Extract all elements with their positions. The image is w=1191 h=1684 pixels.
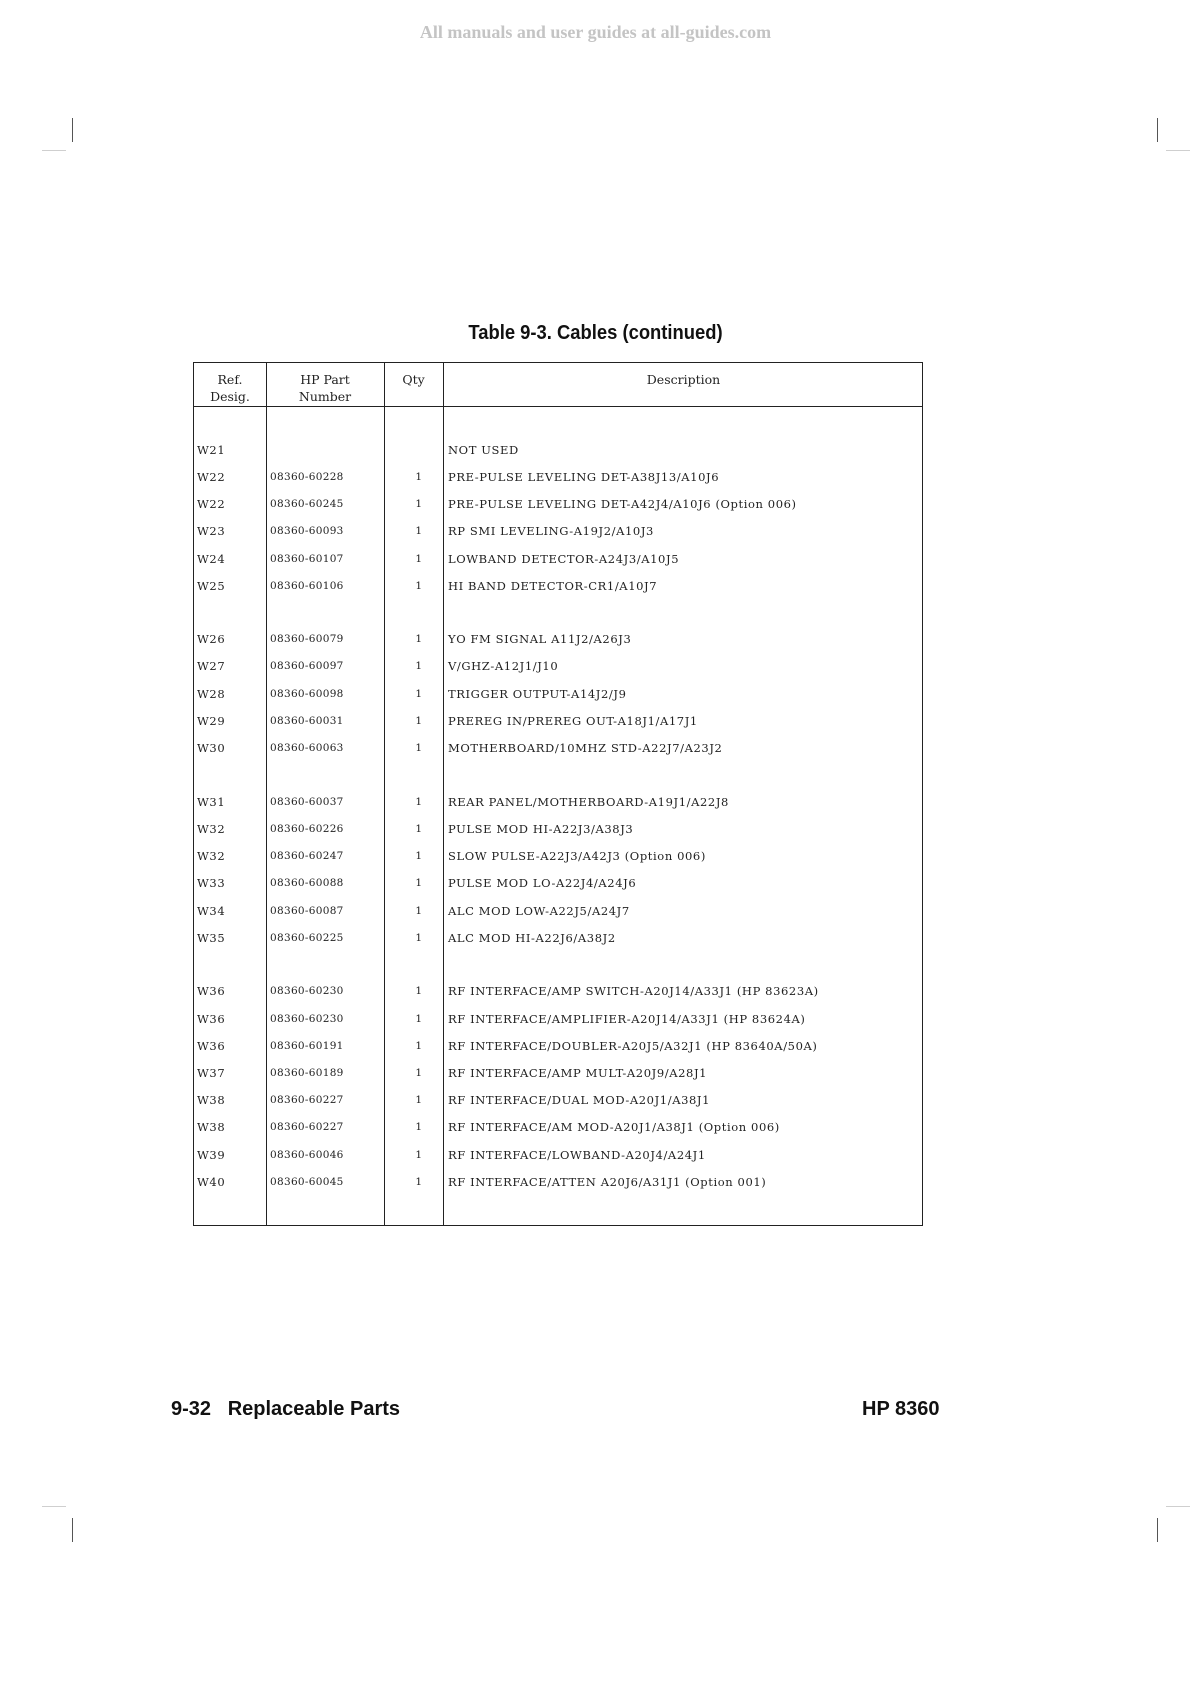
ref-designator-cell: W24	[197, 552, 226, 566]
quantity-cell: 1	[415, 1040, 423, 1052]
part-number-cell: 08360-60106	[270, 580, 344, 592]
crop-mark-bottom-right	[1157, 1518, 1158, 1542]
table-row	[194, 552, 922, 572]
ref-designator-cell: W34	[197, 904, 226, 918]
quantity-cell: 1	[415, 823, 423, 835]
description-cell: NOT USED	[448, 443, 519, 457]
description-cell: YO FM SIGNAL A11J2/A26J3	[448, 632, 632, 646]
quantity-cell: 1	[415, 932, 423, 944]
part-number-cell: 08360-60228	[270, 471, 344, 483]
quantity-cell: 1	[415, 1013, 423, 1025]
table-row	[194, 795, 922, 815]
table-row	[194, 714, 922, 734]
ref-designator-cell: W36	[197, 1012, 226, 1026]
part-number-cell: 08360-60191	[270, 1040, 344, 1052]
description-cell: REAR PANEL/MOTHERBOARD-A19J1/A22J8	[448, 795, 729, 809]
part-number-cell: 08360-60037	[270, 796, 344, 808]
ref-designator-cell: W38	[197, 1093, 226, 1107]
description-cell: ALC MOD LOW-A22J5/A24J7	[448, 904, 630, 918]
description-cell: V/GHZ-A12J1/J10	[448, 659, 559, 673]
quantity-cell: 1	[415, 471, 423, 483]
part-number-cell: 08360-60247	[270, 850, 344, 862]
ref-designator-cell: W36	[197, 1039, 226, 1053]
ref-designator-cell: W21	[197, 443, 226, 457]
description-cell: ALC MOD HI-A22J6/A38J2	[448, 931, 616, 945]
ref-designator-cell: W40	[197, 1175, 226, 1189]
quantity-cell: 1	[415, 1094, 423, 1106]
ref-designator-cell: W37	[197, 1066, 226, 1080]
table-row	[194, 687, 922, 707]
part-number-cell: 08360-60045	[270, 1176, 344, 1188]
table-row	[194, 849, 922, 869]
crop-mark-top-left	[72, 118, 73, 142]
part-number-cell: 08360-60227	[270, 1094, 344, 1106]
ref-designator-cell: W36	[197, 984, 226, 998]
ref-designator-cell: W32	[197, 849, 226, 863]
part-number-cell: 08360-60046	[270, 1149, 344, 1161]
quantity-cell: 1	[415, 1176, 423, 1188]
part-number-cell: 08360-60226	[270, 823, 344, 835]
description-cell: RF INTERFACE/AMPLIFIER-A20J14/A33J1 (HP 83624A)	[448, 1012, 806, 1026]
description-cell: RF INTERFACE/AM MOD-A20J1/A38J1 (Option 006)	[448, 1120, 780, 1134]
cables-table	[193, 362, 923, 1226]
quantity-cell: 1	[415, 660, 423, 672]
part-number-cell: 08360-60098	[270, 688, 344, 700]
crop-mark-top-right-h	[1166, 150, 1190, 151]
ref-designator-cell: W26	[197, 632, 226, 646]
header-ref-line1: Ref.	[217, 372, 243, 387]
ref-designator-cell: W30	[197, 741, 226, 755]
ref-designator-cell: W25	[197, 579, 226, 593]
ref-designator-cell: W35	[197, 931, 226, 945]
table-row	[194, 1175, 922, 1195]
quantity-cell: 1	[415, 850, 423, 862]
table-row	[194, 931, 922, 951]
part-number-cell: 08360-60087	[270, 905, 344, 917]
ref-designator-cell: W31	[197, 795, 226, 809]
ref-designator-cell: W23	[197, 524, 226, 538]
footer-model: HP 8360	[862, 1398, 940, 1420]
table-row	[194, 524, 922, 544]
part-number-cell: 08360-60093	[270, 525, 344, 537]
description-cell: RF INTERFACE/ATTEN A20J6/A31J1 (Option 001)	[448, 1175, 767, 1189]
quantity-cell: 1	[415, 1067, 423, 1079]
ref-designator-cell: W32	[197, 822, 226, 836]
part-number-cell: 08360-60097	[270, 660, 344, 672]
part-number-cell: 08360-60230	[270, 1013, 344, 1025]
ref-designator-cell: W33	[197, 876, 226, 890]
header-ref-line2: Desig.	[210, 389, 250, 404]
crop-mark-top-right	[1157, 118, 1158, 142]
description-cell: PRE-PULSE LEVELING DET-A38J13/A10J6	[448, 470, 720, 484]
quantity-cell: 1	[415, 633, 423, 645]
crop-mark-top-left-h	[42, 150, 66, 151]
quantity-cell: 1	[415, 580, 423, 592]
description-cell: PRE-PULSE LEVELING DET-A42J4/A10J6 (Option 006)	[448, 497, 797, 511]
table-row	[194, 1012, 922, 1032]
ref-designator-cell: W27	[197, 659, 226, 673]
ref-designator-cell: W22	[197, 470, 226, 484]
ref-designator-cell: W29	[197, 714, 226, 728]
description-cell: RF INTERFACE/LOWBAND-A20J4/A24J1	[448, 1148, 706, 1162]
part-number-cell: 08360-60227	[270, 1121, 344, 1133]
description-cell: PREREG IN/PREREG OUT-A18J1/A17J1	[448, 714, 698, 728]
table-row	[194, 1039, 922, 1059]
table-row	[194, 1148, 922, 1168]
footer-section: 9-32 Replaceable Parts	[171, 1398, 401, 1420]
table-row	[194, 497, 922, 517]
quantity-cell: 1	[415, 525, 423, 537]
description-cell: RF INTERFACE/AMP SWITCH-A20J14/A33J1 (HP 83623A)	[448, 984, 819, 998]
part-number-cell: 08360-60063	[270, 742, 344, 754]
header-part-line1: HP Part	[300, 372, 350, 387]
header-part-line2: Number	[298, 389, 352, 404]
header-qty: Qty	[402, 372, 425, 387]
part-number-cell: 08360-60225	[270, 932, 344, 944]
crop-mark-bottom-left	[72, 1518, 73, 1542]
part-number-cell: 08360-60031	[270, 715, 344, 727]
quantity-cell: 1	[415, 796, 423, 808]
header-description: Description	[646, 372, 721, 387]
crop-mark-bottom-left-h	[42, 1506, 66, 1507]
table-row	[194, 904, 922, 924]
part-number-cell: 08360-60189	[270, 1067, 344, 1079]
quantity-cell: 1	[415, 498, 423, 510]
table-row	[194, 443, 922, 463]
watermark: All manuals and user guides at all-guides.com	[419, 22, 772, 42]
ref-designator-cell: W28	[197, 687, 226, 701]
table-row	[194, 659, 922, 679]
description-cell: RF INTERFACE/AMP MULT-A20J9/A28J1	[448, 1066, 708, 1080]
part-number-cell: 08360-60230	[270, 985, 344, 997]
table-row	[194, 1093, 922, 1113]
table-row	[194, 632, 922, 652]
quantity-cell: 1	[415, 553, 423, 565]
quantity-cell: 1	[415, 905, 423, 917]
quantity-cell: 1	[415, 985, 423, 997]
table-row	[194, 1120, 922, 1140]
description-cell: HI BAND DETECTOR-CR1/A10J7	[448, 579, 658, 593]
description-cell: SLOW PULSE-A22J3/A42J3 (Option 006)	[448, 849, 706, 863]
part-number-cell: 08360-60107	[270, 553, 344, 565]
description-cell: PULSE MOD LO-A22J4/A24J6	[448, 876, 637, 890]
quantity-cell: 1	[415, 715, 423, 727]
table-row	[194, 579, 922, 599]
table-row	[194, 876, 922, 896]
quantity-cell: 1	[415, 1121, 423, 1133]
table-title: Table 9-3. Cables (continued)	[468, 322, 723, 344]
description-cell: MOTHERBOARD/10MHZ STD-A22J7/A23J2	[448, 741, 723, 755]
part-number-cell: 08360-60079	[270, 633, 344, 645]
part-number-cell: 08360-60088	[270, 877, 344, 889]
quantity-cell: 1	[415, 688, 423, 700]
part-number-cell: 08360-60245	[270, 498, 344, 510]
ref-designator-cell: W38	[197, 1120, 226, 1134]
header-ref-desig	[194, 371, 266, 405]
table-row	[194, 1066, 922, 1086]
quantity-cell: 1	[415, 742, 423, 754]
table-row	[194, 822, 922, 842]
table-row	[194, 470, 922, 490]
crop-mark-bottom-right-h	[1166, 1506, 1190, 1507]
description-cell: RF INTERFACE/DOUBLER-A20J5/A32J1 (HP 83640A/50A)	[448, 1039, 818, 1053]
description-cell: RF INTERFACE/DUAL MOD-A20J1/A38J1	[448, 1093, 711, 1107]
table-row	[194, 984, 922, 1004]
description-cell: LOWBAND DETECTOR-A24J3/A10J5	[448, 552, 680, 566]
ref-designator-cell: W39	[197, 1148, 226, 1162]
description-cell: TRIGGER OUTPUT-A14J2/J9	[448, 687, 627, 701]
header-part-number	[266, 371, 384, 405]
ref-designator-cell: W22	[197, 497, 226, 511]
header-divider	[194, 406, 922, 407]
description-cell: PULSE MOD HI-A22J3/A38J3	[448, 822, 634, 836]
description-cell: RP SMI LEVELING-A19J2/A10J3	[448, 524, 654, 538]
quantity-cell: 1	[415, 1149, 423, 1161]
table-row	[194, 741, 922, 761]
quantity-cell: 1	[415, 877, 423, 889]
